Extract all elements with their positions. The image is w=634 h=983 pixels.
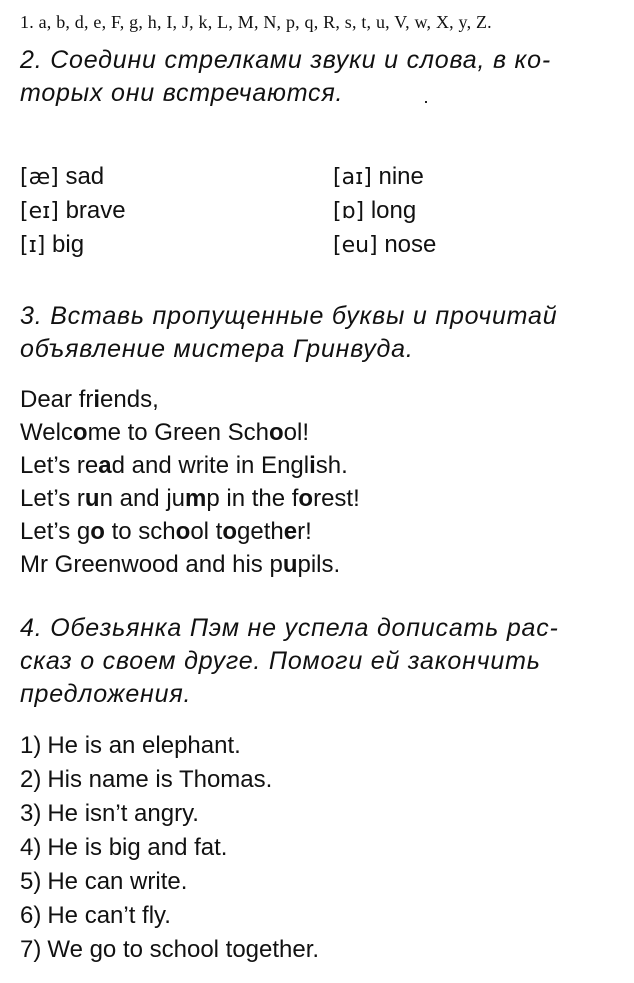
letter-text: Mr Greenwood and his p (20, 551, 283, 578)
letter-text: Dear fr (20, 386, 94, 413)
letter-line (20, 449, 360, 482)
task-3-instruction-line-1: 3. Вставь пропущенные буквы и прочитай (20, 302, 558, 330)
sound-word: nine (378, 163, 424, 190)
task-1-alphabet: 1. a, b, d, e, F, g, h, I, J, k, L, M, N, p, q, R, s, t, u, V, w, X, y, Z. (20, 12, 492, 32)
task-3-instruction-line-2: объявление мистера Гринвуда. (20, 335, 414, 363)
sentence-number: 7) (20, 936, 42, 963)
letter-text: me to Green Sch (87, 419, 269, 446)
task-4-instruction (20, 612, 559, 711)
sound-pair (333, 228, 436, 262)
task-2-instruction (20, 44, 551, 110)
sentence-item (20, 763, 319, 797)
sentence-text: He isn’t angry. (47, 800, 199, 827)
sound-transcription: [ɪ] (20, 233, 46, 258)
task-3-instruction (20, 300, 557, 366)
sound-transcription: [eu] (333, 233, 378, 258)
sound-pair (20, 160, 126, 194)
inserted-letter: o (175, 518, 191, 545)
sentence-number: 5) (20, 868, 42, 895)
sounds-left-column (20, 160, 126, 262)
sentence-number: 2) (20, 766, 42, 793)
inserted-letter: o (298, 485, 314, 512)
letter-text: Welc (20, 419, 73, 446)
letter-text: r! (297, 518, 312, 545)
letter-line (20, 482, 360, 515)
letter-text: sh. (315, 452, 348, 479)
letter-text: n and ju (99, 485, 185, 512)
inserted-letter: m (185, 485, 207, 512)
task-4-instruction-line-3: предложения. (20, 680, 192, 708)
letter-text: Let’s g (20, 518, 91, 545)
greenwood-announcement (20, 383, 360, 581)
inserted-letter: o (222, 518, 238, 545)
sound-pair (20, 194, 126, 228)
letter-text: Let’s re (20, 452, 99, 479)
sentence-text: He can write. (47, 868, 188, 895)
sentence-item (20, 899, 319, 933)
inserted-letter: a (98, 452, 112, 479)
sound-pair (333, 160, 436, 194)
inserted-letter: u (84, 485, 100, 512)
letter-text: geth (237, 518, 284, 545)
sentence-number: 1) (20, 732, 42, 759)
sound-transcription: [aɪ] (333, 165, 372, 190)
story-sentences (20, 729, 319, 967)
letter-text: rest! (313, 485, 360, 512)
inserted-letter: o (269, 419, 284, 446)
task-4-instruction-line-2: сказ о своем друге. Помоги ей закончить (20, 647, 541, 675)
sound-word: sad (65, 163, 105, 190)
letter-text: p in the f (206, 485, 299, 512)
task-4-instruction-line-1: 4. Обезьянка Пэм не успела дописать рас- (20, 614, 559, 642)
letter-text: Let’s r (20, 485, 85, 512)
sentence-text: He is an elephant. (47, 732, 241, 759)
letter-line (20, 548, 360, 581)
sentence-text: He is big and fat. (47, 834, 228, 861)
letter-text: to sch (104, 518, 176, 545)
letter-text: d and write in Engl (111, 452, 310, 479)
inserted-letter: i (309, 452, 316, 479)
letter-text: pils. (297, 551, 341, 578)
letter-line (20, 383, 360, 416)
sound-word: long (370, 197, 417, 224)
sound-word: brave (65, 197, 126, 224)
letter-line (20, 416, 360, 449)
sentence-item (20, 831, 319, 865)
sentence-text: He can’t fly. (47, 902, 171, 929)
stray-dot (425, 101, 427, 103)
sounds-right-column (333, 160, 436, 262)
sentence-number: 6) (20, 902, 42, 929)
sound-word: big (52, 231, 85, 258)
letter-text: ol! (283, 419, 310, 446)
sound-transcription: [ɒ] (333, 199, 365, 224)
sentence-text: We go to school together. (47, 936, 320, 963)
sentence-item (20, 797, 319, 831)
sentence-text: His name is Thomas. (47, 766, 273, 793)
inserted-letter: i (93, 386, 101, 413)
letter-text: ol t (190, 518, 223, 545)
sound-pair (20, 228, 126, 262)
sound-pair (333, 194, 436, 228)
sentence-item (20, 729, 319, 763)
inserted-letter: e (283, 518, 298, 545)
sound-transcription: [æ] (20, 165, 59, 190)
sound-word: nose (384, 231, 437, 258)
task-2-instruction-line-1: 2. Соедини стрелками звуки и слова, в ко- (20, 46, 551, 74)
inserted-letter: u (282, 551, 298, 578)
inserted-letter: o (72, 419, 88, 446)
letter-line (20, 515, 360, 548)
task-2-instruction-line-2: торых они встречаются. (20, 79, 344, 107)
inserted-letter: o (90, 518, 105, 545)
sound-transcription: [eɪ] (20, 199, 59, 224)
sentence-item (20, 865, 319, 899)
sentence-number: 4) (20, 834, 42, 861)
sentence-item (20, 933, 319, 967)
letter-text: ends, (100, 386, 159, 413)
sentence-number: 3) (20, 800, 42, 827)
